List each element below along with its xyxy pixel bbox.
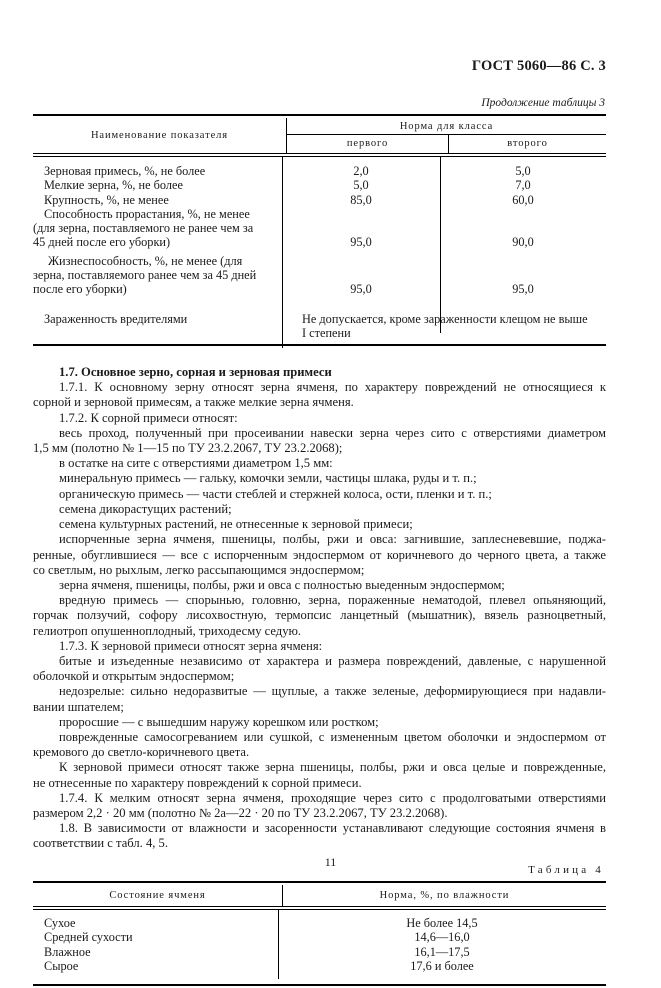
row-value: 17,6 и более bbox=[410, 959, 474, 974]
header-cell-class-second: второго bbox=[449, 135, 607, 154]
paragraph-grain-admixture: К зерновой примеси относят также зерна пшеницы, полбы, ржи и овса целые и поврежденные, bbox=[59, 760, 606, 775]
row-value-second-class: 95,0 bbox=[512, 282, 534, 297]
paragraph-1-7-3: 1.7.3. К зерновой примеси относят зерна ячменя: bbox=[59, 638, 323, 653]
row-label: Сырое bbox=[44, 959, 79, 974]
table-row-infestation bbox=[33, 297, 606, 341]
table-continuation-caption: Продолжение таблицы 3 bbox=[481, 97, 605, 109]
row-label: Сухое bbox=[44, 915, 76, 930]
page-content bbox=[33, 0, 606, 988]
row-label-line: Жизнеспособность, %, не менее (для bbox=[48, 253, 243, 268]
row-value-first-class: 95,0 bbox=[350, 282, 372, 297]
list-item-continued: со светлым, но рыхлым, легко рассыпающимся эндоспермом; bbox=[33, 562, 365, 577]
list-item: минеральную примесь — гальку, комочки земли, частицы шлака, руды и т. п.; bbox=[59, 471, 477, 486]
table-row-viability bbox=[33, 254, 606, 297]
row-label: Зерновая примесь, %, не более bbox=[44, 164, 206, 178]
row-value: 16,1—17,5 bbox=[414, 944, 470, 959]
table-4-header bbox=[33, 881, 606, 910]
list-item: весь проход, полученный при просеивании навески зерна через сито с отверстиями диаметром bbox=[59, 425, 606, 440]
row-label: Средней сухости bbox=[44, 930, 133, 945]
list-item: вредную примесь — спорынью, головню, зерна, пораженные нематодой, плевел опьяняющий, bbox=[59, 593, 606, 608]
table-row bbox=[33, 164, 606, 178]
list-item: органическую примесь — части стеблей и стержней колоса, ости, пленки и т. п.; bbox=[59, 486, 492, 501]
standard-header: ГОСТ 5060—86 С. 3 bbox=[471, 58, 606, 74]
header-cell-norm-group: Норма для класса bbox=[399, 121, 494, 132]
section-1-7 bbox=[33, 364, 606, 851]
row-value-first-class: 5,0 bbox=[353, 178, 369, 193]
table-column-divider-2 bbox=[440, 157, 441, 333]
table-column-divider-1 bbox=[282, 157, 283, 348]
row-label: Крупность, %, не менее bbox=[44, 192, 169, 207]
paragraph-1-8-line: соответствии с табл. 4, 5. bbox=[33, 836, 169, 851]
table-row bbox=[33, 916, 606, 931]
row-value-second-class: 60,0 bbox=[512, 192, 534, 207]
row-label-line: зерна, поставляемого ранее чем за 45 дней bbox=[33, 268, 257, 283]
table-row bbox=[33, 959, 606, 974]
paragraph-1-7-1-line: сорной и зерновой примесям, а также мелкие зерна ячменя. bbox=[33, 395, 354, 410]
row-value-infestation bbox=[282, 312, 606, 341]
list-item: испорченные зерна ячменя, пшеницы, полбы, ржи и овса: загнившие, заплесневевшие, поджа- bbox=[59, 532, 606, 547]
table-3-bottom bbox=[33, 344, 606, 348]
table-row bbox=[33, 193, 606, 207]
row-value-second-class: 7,0 bbox=[515, 178, 531, 193]
list-item-continued: гелиотроп опушенноплодный, триходесму седую. bbox=[33, 623, 302, 638]
list-item-continued: вании шпателем; bbox=[33, 699, 124, 714]
paragraph-1-7-1-line: 1.7.1. К основному зерну относят зерна ячменя, по характеру повреждений не относящиеся к bbox=[59, 380, 606, 395]
list-item: семена культурных растений, не отнесенные к зерновой примеси; bbox=[59, 517, 413, 532]
table-row bbox=[33, 178, 606, 192]
row-label-line: Способность прорастания, %, не менее bbox=[44, 206, 250, 221]
table-4-body bbox=[33, 910, 606, 979]
row-value-second-class: 90,0 bbox=[512, 235, 534, 250]
header-cell-moisture-norm: Норма, %, по влажности bbox=[379, 889, 510, 901]
table-column-divider bbox=[278, 910, 279, 979]
row-label-line: после его уборки) bbox=[33, 282, 127, 297]
list-item: недозрелые: сильно недоразвитые — щуплые, а также зеленые, деформирующиеся при надавли- bbox=[59, 684, 606, 699]
row-value: Не более 14,5 bbox=[406, 915, 478, 930]
table-4 bbox=[33, 881, 606, 988]
list-item-continued: кремового до светло-коричневого цвета. bbox=[33, 745, 250, 760]
paragraph-grain-admixture-line: не отнесенные по характеру повреждений к сорной примеси. bbox=[33, 775, 362, 790]
list-item: семена дикорастущих растений; bbox=[59, 501, 232, 516]
row-value-first-class: 85,0 bbox=[350, 192, 372, 207]
table-4-caption: Таблица 4 bbox=[528, 863, 604, 876]
table-3-header-row bbox=[33, 118, 606, 135]
list-item-continued: оболочкой и открытым эндоспермом; bbox=[33, 669, 235, 684]
paragraph-1-7-2: 1.7.2. К сорной примеси относят: bbox=[59, 410, 238, 425]
paragraph-1-7-4-line: размером 2,2 · 20 мм (полотно № 2а—22 · 20 по ТУ 23.2.2067, ТУ 23.2.2068). bbox=[33, 805, 448, 820]
list-item: битые и изъеденные независимо от характера и размера повреждений, давленые, с нарушенной bbox=[59, 653, 606, 668]
paragraph-1-8: 1.8. В зависимости от влажности и засоренности устанавливают следующие состояния ячменя в bbox=[59, 821, 606, 836]
list-item: зерна ячменя, пшеницы, полбы, ржи и овса с полностью выеденным эндоспермом; bbox=[59, 577, 505, 592]
row-label-line: (для зерна, поставляемого не ранее чем за bbox=[33, 221, 254, 236]
row-value: 14,6—16,0 bbox=[414, 930, 470, 945]
row-value-first-class: 95,0 bbox=[350, 235, 372, 250]
list-item: проросшие — с вышедшим наружу корешком или ростком; bbox=[59, 714, 379, 729]
table-bottom-rule bbox=[33, 345, 606, 348]
table-3-body bbox=[33, 157, 606, 342]
table-row bbox=[33, 945, 606, 960]
row-value-first-class: 2,0 bbox=[353, 164, 369, 178]
row-label-infestation: Зараженность вредителями bbox=[44, 311, 188, 326]
table-bottom-rule bbox=[33, 985, 606, 988]
header-cell-barley-state: Состояние ячменя bbox=[33, 885, 283, 907]
page-number: 11 bbox=[324, 855, 337, 869]
list-item-continued: 1,5 мм (полотно № 1—15 по ТУ 23.2.2067, ТУ 23.2.2068); bbox=[33, 441, 343, 456]
table-row-germination bbox=[33, 207, 606, 250]
row-label: Влажное bbox=[44, 944, 91, 959]
table-4-header-row bbox=[33, 885, 606, 907]
row-label: Мелкие зерна, %, не более bbox=[44, 178, 183, 193]
infestation-note-line: Не допускается, кроме зараженности клещом не выше bbox=[302, 311, 588, 326]
table-row bbox=[33, 930, 606, 945]
table-4-bottom bbox=[33, 984, 606, 988]
list-item-continued: горчак ползучий, софору лисохвостную, термопсис ланцетный (мышатник), вязель разноцветный, bbox=[33, 608, 606, 623]
list-item-continued: ренные, обуглившиеся — все с испорченным эндоспермом от коричневого до черного цвета, а также bbox=[33, 547, 606, 562]
row-label-germination bbox=[33, 207, 282, 250]
table-3-header bbox=[33, 114, 606, 157]
row-value-second-class: 5,0 bbox=[515, 164, 531, 178]
section-title: 1.7. Основное зерно, сорная и зерновая примеси bbox=[59, 365, 332, 380]
list-item: в остатке на сите с отверстиями диаметром 1,5 мм: bbox=[59, 456, 333, 471]
row-label-viability bbox=[33, 254, 282, 297]
infestation-note-line: I степени bbox=[302, 325, 351, 340]
list-item: поврежденные самосогреванием или сушкой, с измененным цветом оболочки и эндоспермом от bbox=[59, 729, 606, 744]
row-label-line: 45 дней после его уборки) bbox=[33, 235, 171, 250]
paragraph-1-7-4: 1.7.4. К мелким относят зерна ячменя, проходящие через сито с продолговатыми отверстиями bbox=[59, 790, 606, 805]
table-3-continued bbox=[33, 114, 606, 348]
header-cell-indicator-name: Наименование показателя bbox=[33, 118, 287, 154]
header-cell-class-first: первого bbox=[287, 135, 449, 154]
